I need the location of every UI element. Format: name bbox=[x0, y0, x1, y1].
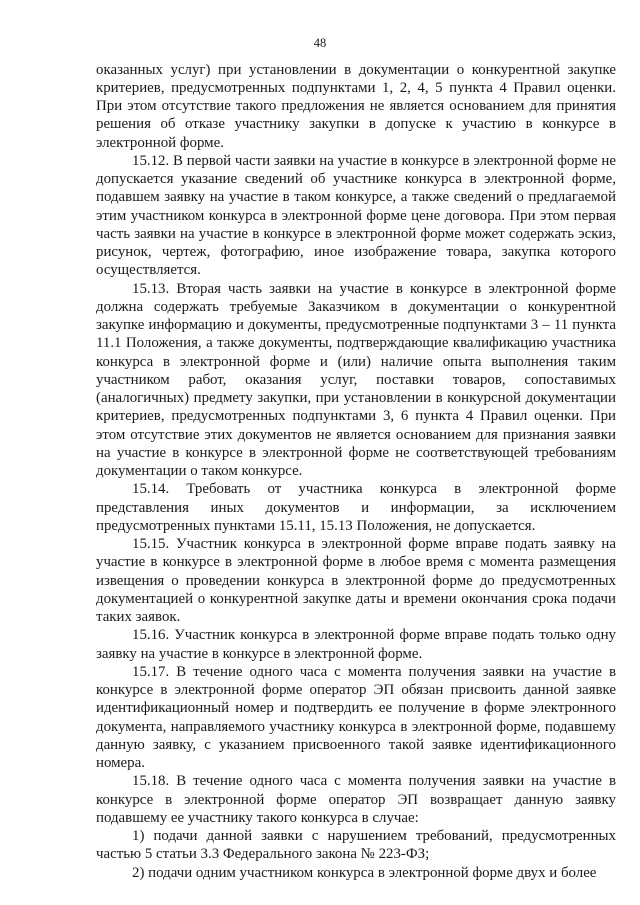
list-item-1: 1) подачи данной заявки с нарушением требований, предусмотренных частью 5 статьи 3.3 Федерального закона № 223-ФЗ; bbox=[96, 828, 616, 863]
paragraph-15-15: 15.15. Участник конкурса в электронной форме вправе подать заявку на участие в конкурсе в электронной форме в любое время с момента размещения извещения о проведении конкурса в электронной форме до предусмотренных документацией о конкурентной закупке даты и времени окончания срока подачи таких заявок. bbox=[96, 536, 616, 625]
list-item-2: 2) подачи одним участником конкурса в электронной форме двух и более bbox=[132, 864, 597, 881]
paragraph-continuation: оказанных услуг) при установлении в документации о конкурентной закупке критериев, предусмотренных подпунктами 1, 2, 4, 5 пункта 4 Правил оценки. При этом отсутствие такого предложения не является основанием для принятия решения об отказе участнику закупки в допуске к участию в конкурсе в электронной форме. bbox=[96, 61, 616, 151]
paragraph-15-12: 15.12. В первой части заявки на участие в конкурсе в электронной форме не допускается указание сведений об участнике конкурса в электронной форме, подавшем заявку на участие в таком конкурсе, а также сведений о предлагаемой этим участником конкурса в электронной форме цене договора. При этом первая часть заявки на участие в конкурсе в электронной форме может содержать эскиз, рисунок, чертеж, фотографию, иное изображение товара, закупка которого осуществляется. bbox=[96, 152, 616, 279]
page-number: 48 bbox=[313, 36, 327, 50]
paragraph-15-18: 15.18. В течение одного часа с момента получения заявки на участие в конкурсе в электронной форме оператор ЭП возвращает данную заявку подавшему ее участнику такого конкурса в случае: bbox=[96, 773, 616, 826]
document-body bbox=[96, 61, 616, 882]
paragraph-15-14: 15.14. Требовать от участника конкурса в электронной форме представления иных документов и информации, за исключением предусмотренных пунктами 15.11, 15.13 Положения, не допускается. bbox=[96, 481, 616, 534]
paragraph-15-13: 15.13. Вторая часть заявки на участие в конкурсе в электронной форме должна содержать требуемые Заказчиком в документации о конкурентной закупке информацию и документы, предусмотренные подпунктами 3 – 11 пункта 11.1 Положения, а также документы, подтверждающие квалификацию участника конкурса в электронной форме и (или) наличие опыта выполнения таким участником работ, оказания услуг, поставки товаров, сопоставимых (аналогичных) предмету закупки, при установлении в конкурсной документации критериев, предусмотренных подпунктами 3, 6 пункта 4 Правил оценки. При этом отсутствие этих документов не является основанием для признания заявки на участие в конкурсе в электронной форме не соответствующей требованиям документации о таком конкурсе. bbox=[96, 280, 616, 479]
paragraph-15-16: 15.16. Участник конкурса в электронной форме вправе подать только одну заявку на участие в конкурсе в электронной форме. bbox=[96, 627, 616, 662]
paragraph-15-17: 15.17. В течение одного часа с момента получения заявки на участие в конкурсе в электронной форме оператор ЭП обязан присвоить данной заявке идентификационный номер и подтвердить ее получение в форме электронного документа, направляемого участнику конкурса в электронной форме, подавшему данную заявку, с указанием присвоенного такой заявке идентификационного номера. bbox=[96, 663, 616, 771]
